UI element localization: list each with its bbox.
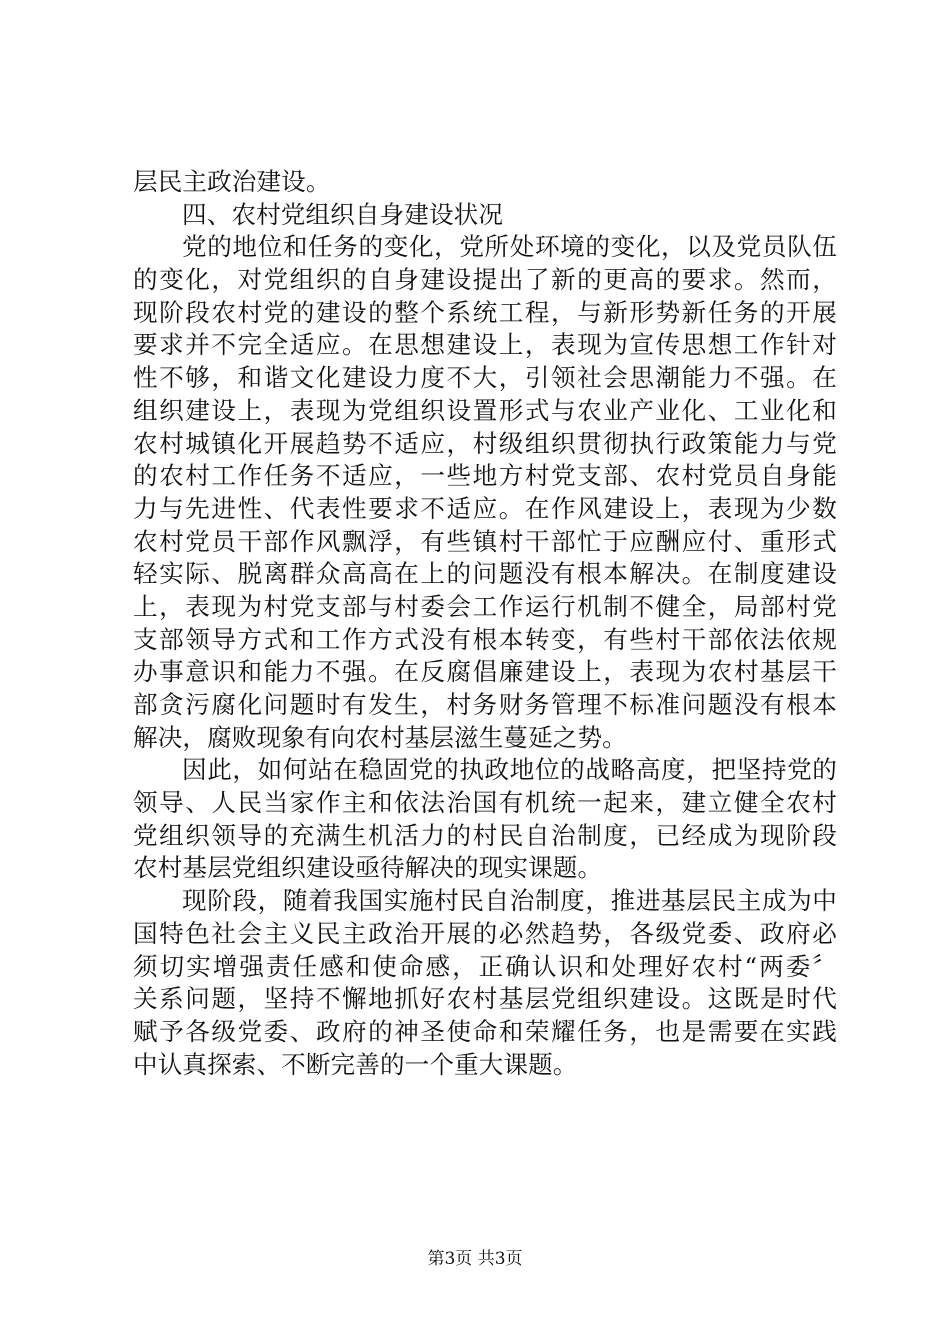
text-line: 组织建设上，表现为党组织设置形式与农业产业化、工业化和 <box>133 395 837 425</box>
text-line: 办事意识和能力不强。在反腐倡廉建设上，表现为农村基层干 <box>133 657 837 687</box>
text-line: 现阶段农村党的建设的整个系统工程，与新形势新任务的开展 <box>133 297 837 327</box>
text-line: 部贪污腐化问题时有发生，村务财务管理不标准问题没有根本 <box>133 690 837 719</box>
text-line: 层民主政治建设。 <box>133 167 331 196</box>
document-body <box>133 166 837 1081</box>
text-line: 轻实际、脱离群众高高在上的问题没有根本解决。在制度建设 <box>133 559 837 589</box>
text-line: 农村城镇化开展趋势不适应，村级组织贯彻执行政策能力与党 <box>133 428 837 458</box>
text-line: 的农村工作任务不适应，一些地方村党支部、农村党员自身能 <box>133 461 837 491</box>
text-line: 国特色社会主义民主政治开展的必然趋势，各级党委、政府必 <box>133 918 837 948</box>
text-line: 性不够，和谐文化建设力度不大，引领社会思潮能力不强。在 <box>133 363 837 393</box>
text-line: 农村基层党组织建设亟待解决的现实课题。 <box>133 853 603 883</box>
text-line: 支部领导方式和工作方式没有根本转变，有些村干部依法依规 <box>133 624 837 654</box>
text-line: 党组织领导的充满生机活力的村民自治制度，已经成为现阶段 <box>133 820 837 850</box>
text-line: 领导、人民当家作主和依法治国有机统一起来，建立健全农村 <box>133 788 837 818</box>
text-line: 力与先进性、代表性要求不适应。在作风建设上，表现为少数 <box>133 493 837 523</box>
text-line: 因此，如何站在稳固党的执政地位的战略高度，把坚持党的 <box>182 755 837 785</box>
text-line: 中认真探索、不断完善的一个重大课题。 <box>133 1049 578 1079</box>
section-heading: 四、农村党组织自身建设状况 <box>182 199 504 229</box>
text-line: 须切实增强责任感和使命感，正确认识和处理好农村“两委〞 <box>133 951 837 981</box>
text-line: 赋予各级党委、政府的神圣使命和荣耀任务，也是需要在实践 <box>133 1016 837 1046</box>
text-line: 的变化，对党组织的自身建设提出了新的更高的要求。然而， <box>133 265 837 295</box>
text-line: 解决，腐败现象有向农村基层滋生蔓延之势。 <box>133 722 627 752</box>
text-line: 要求并不完全适应。在思想建设上，表现为宣传思想工作针对 <box>133 330 837 360</box>
text-line: 党的地位和任务的变化，党所处环境的变化，以及党员队伍 <box>182 232 837 262</box>
text-line: 上，表现为村党支部与村委会工作运行机制不健全，局部村党 <box>133 591 837 621</box>
page-number: 第3页 共3页 <box>427 1249 523 1269</box>
text-line: 关系问题，坚持不懈地抓好农村基层党组织建设。这既是时代 <box>133 984 837 1014</box>
text-line: 农村党员干部作风飘浮，有些镇村干部忙于应酬应付、重形式 <box>133 526 837 556</box>
text-line: 现阶段，随着我国实施村民自治制度，推进基层民主成为中 <box>182 886 837 916</box>
